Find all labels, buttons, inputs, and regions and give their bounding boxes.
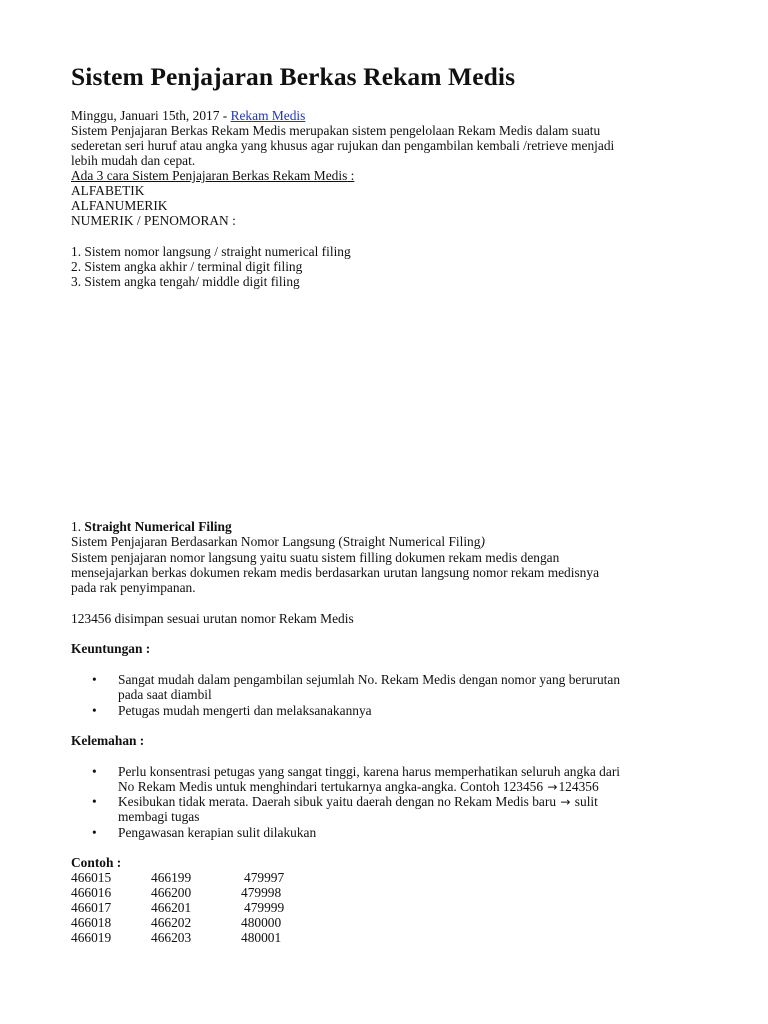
section-1-subtitle-close: ): [480, 534, 485, 549]
example-table-heading: Contoh :: [71, 855, 122, 870]
table-cell: 466200: [151, 885, 192, 900]
advantage-item-2: Petugas mudah mengerti dan melaksanakannya: [118, 703, 372, 718]
section-1-subtitle-text: Sistem Penjajaran Berdasarkan Nomor Langsung (Straight Numerical Filing: [71, 534, 481, 549]
section-1-desc-line-2: mensejajarkan berkas dokumen rekam medis berdasarkan urutan langsung nomor rekam medisnya: [71, 565, 600, 580]
disadvantage-item-1-line-2: [118, 779, 599, 795]
methods-heading: [71, 168, 354, 183]
section-1-number: 1.: [71, 519, 85, 534]
numeric-list-item: 2. Sistem angka akhir / terminal digit filing: [71, 259, 303, 274]
table-cell: 466017: [71, 900, 112, 915]
numeric-list-item: 1. Sistem nomor langsung / straight numerical filing: [71, 244, 351, 259]
disadvantage-item-2-text: Kesibukan tidak merata. Daerah sibuk yaitu daerah dengan no Rekam Medis baru: [118, 794, 560, 809]
arrow-right-icon: →: [560, 795, 571, 809]
section-1-desc-line-1: Sistem penjajaran nomor langsung yaitu suatu sistem filling dokumen rekam medis dengan: [71, 550, 560, 565]
table-cell: 480000: [241, 915, 282, 930]
methods-heading-colon: :: [347, 168, 355, 183]
section-1-subtitle: [71, 534, 485, 549]
disadvantage-item-2-line-1: [118, 794, 598, 810]
bullet-icon: •: [92, 672, 97, 687]
section-1-desc-line-3: pada rak penyimpanan.: [71, 580, 196, 595]
disadvantage-item-3: Pengawasan kerapian sulit dilakukan: [118, 825, 317, 840]
page-title: Sistem Penjajaran Berkas Rekam Medis: [71, 62, 516, 91]
table-cell: 479999: [244, 900, 285, 915]
methods-heading-text: Ada 3 cara Sistem Penjajaran Berkas Rekam Medis: [71, 168, 348, 183]
table-cell: 466019: [71, 930, 112, 945]
table-cell: 466018: [71, 915, 112, 930]
section-1-example: 123456 disimpan sesuai urutan nomor Rekam Medis: [71, 611, 354, 626]
numeric-list-item: 3. Sistem angka tengah/ middle digit filing: [71, 274, 300, 289]
disadvantage-item-2-line-2: membagi tugas: [118, 809, 200, 824]
table-cell: 466199: [151, 870, 192, 885]
intro-line-3: lebih mudah dan cepat.: [71, 153, 196, 168]
disadvantage-item-2-result: sulit: [571, 794, 598, 809]
table-cell: 466203: [151, 930, 192, 945]
disadvantage-item-1-line-1: Perlu konsentrasi petugas yang sangat tinggi, karena harus memperhatikan seluruh angka dari: [118, 764, 620, 779]
table-cell: 479998: [241, 885, 282, 900]
intro-line-1: Sistem Penjajaran Berkas Rekam Medis merupakan sistem pengelolaan Rekam Medis dalam suatu: [71, 123, 601, 138]
section-1-heading: [71, 519, 232, 534]
section-1-title: Straight Numerical Filing: [84, 519, 232, 534]
post-date: Minggu, Januari 15th, 2017 -: [71, 108, 231, 123]
table-cell: 466201: [151, 900, 192, 915]
bullet-icon: •: [92, 825, 97, 840]
bullet-icon: •: [92, 794, 97, 809]
post-meta: [71, 108, 305, 123]
table-cell: 466016: [71, 885, 112, 900]
intro-line-2: sederetan seri huruf atau angka yang khusus agar rujukan dan pengambilan kembali /retrieve menjadi: [71, 138, 615, 153]
table-cell: 466202: [151, 915, 192, 930]
category-link[interactable]: Rekam Medis: [230, 108, 306, 123]
advantages-heading: Keuntungan :: [71, 641, 151, 656]
method-item: ALFANUMERIK: [71, 198, 168, 213]
bullet-icon: •: [92, 703, 97, 718]
table-cell: 466015: [71, 870, 112, 885]
method-item: NUMERIK / PENOMORAN :: [71, 213, 236, 228]
disadvantage-item-1-result: 124356: [558, 779, 599, 794]
bullet-icon: •: [92, 764, 97, 779]
arrow-right-icon: →: [547, 780, 558, 794]
table-cell: 479997: [244, 870, 285, 885]
disadvantage-item-1-text: No Rekam Medis untuk menghindari tertukarnya angka-angka. Contoh 123456: [118, 779, 547, 794]
method-item: ALFABETIK: [71, 183, 145, 198]
advantage-item-1-line-1: Sangat mudah dalam pengambilan sejumlah No. Rekam Medis dengan nomor yang berurutan: [118, 672, 621, 687]
advantage-item-1-line-2: pada saat diambil: [118, 687, 212, 702]
table-cell: 480001: [241, 930, 282, 945]
disadvantages-heading: Kelemahan :: [71, 733, 145, 748]
